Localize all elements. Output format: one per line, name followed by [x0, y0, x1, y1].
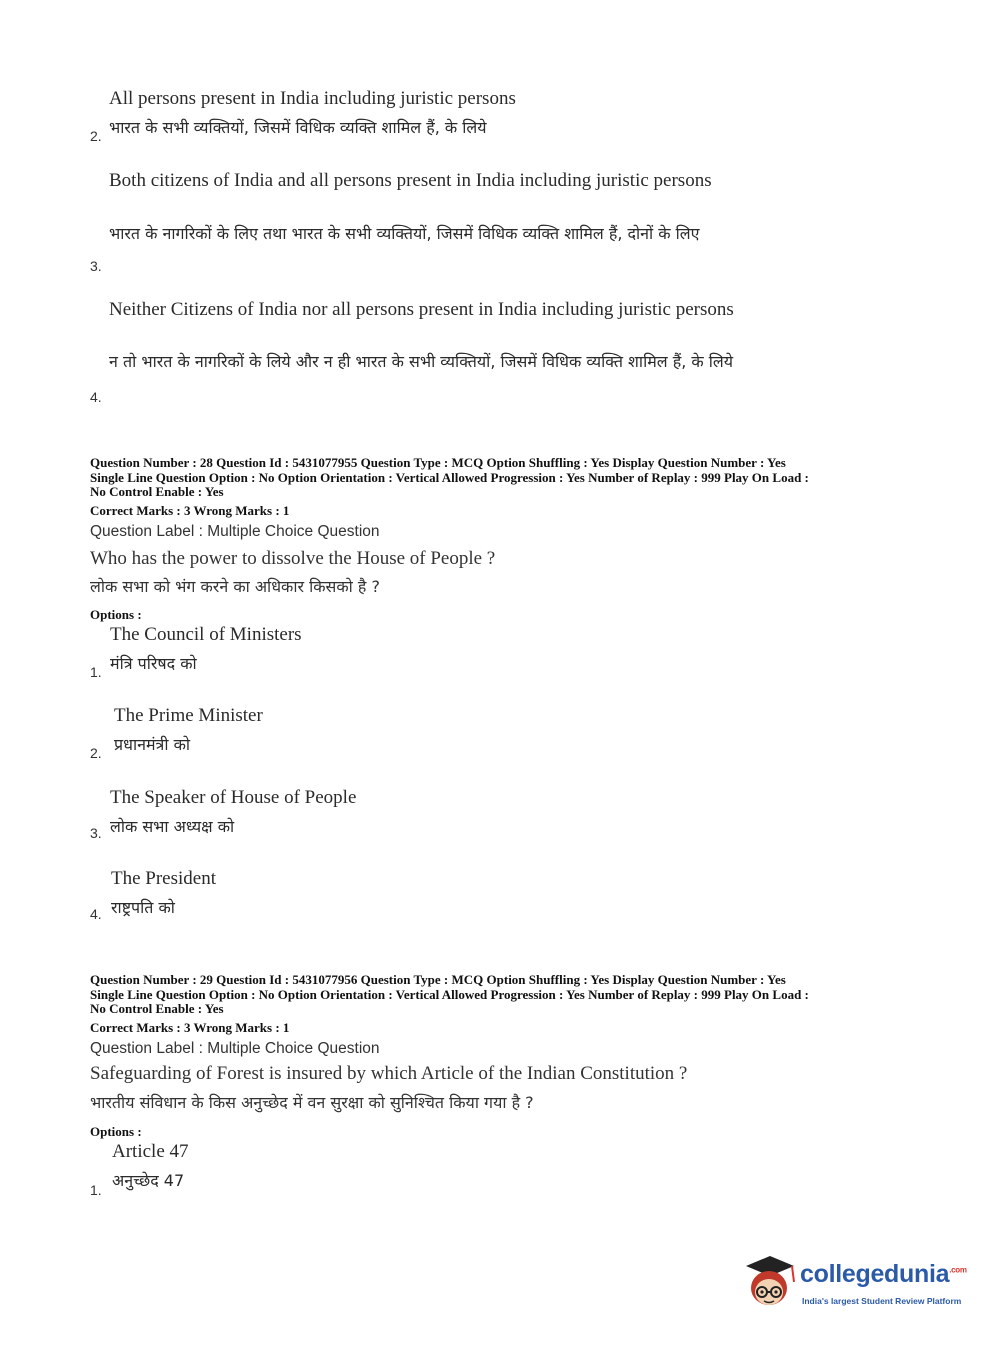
q29-option-1-english: Article 47 [112, 1141, 189, 1162]
q28-option-3-hindi: लोक सभा अध्यक्ष को [110, 817, 235, 836]
logo-suffix: .com [949, 1265, 967, 1275]
option-number: 2. [90, 128, 102, 144]
option-number: 4. [90, 389, 102, 405]
q28-option-1-hindi: मंत्रि परिषद को [110, 654, 197, 673]
q28-metadata [90, 456, 920, 500]
option-number: 1. [90, 664, 102, 680]
q28-marks: Correct Marks : 3 Wrong Marks : 1 [90, 503, 290, 518]
option-number: 3. [90, 825, 102, 841]
q28-meta-line: No Control Enable : Yes [90, 484, 224, 499]
option-number: 2. [90, 745, 102, 761]
q29-metadata [90, 973, 920, 1017]
q28-option-3-english: The Speaker of House of People [110, 787, 357, 808]
q28-option-2-english: The Prime Minister [114, 705, 263, 726]
q29-option-1-hindi: अनुच्छेद 47 [112, 1171, 185, 1190]
q29-label: Question Label : Multiple Choice Question [90, 1040, 380, 1057]
q28-label: Question Label : Multiple Choice Question [90, 523, 380, 540]
q28-option-2-hindi: प्रधानमंत्री को [114, 735, 191, 754]
q29-options-heading: Options : [90, 1124, 142, 1139]
q29-meta-line: Question Number : 29 Question Id : 5431077956 Question Type : MCQ Option Shuffling : Yes Display Question Number : Yes [90, 972, 786, 987]
collegedunia-logo[interactable] [740, 1252, 970, 1312]
option-number: 1. [90, 1182, 102, 1198]
option-3-english: Both citizens of India and all persons present in India including juristic persons [109, 170, 712, 191]
q28-meta-line: Question Number : 28 Question Id : 5431077955 Question Type : MCQ Option Shuffling : Yes Display Question Number : Yes [90, 455, 786, 470]
q29-question-english: Safeguarding of Forest is insured by which Article of the Indian Constitution ? [90, 1063, 688, 1084]
q28-question-hindi: लोक सभा को भंग करने का अधिकार किसको है ? [90, 577, 380, 596]
option-4-english: Neither Citizens of India nor all persons present in India including juristic persons [109, 299, 734, 320]
option-2-hindi: भारत के सभी व्यक्तियों, जिसमें विधिक व्यक्ति शामिल हैं, के लिये [109, 118, 487, 137]
q28-meta-line: Single Line Question Option : No Option Orientation : Vertical Allowed Progression : Yes Number of Replay : 999 Play On Load : [90, 469, 809, 485]
option-number: 4. [90, 906, 102, 922]
q28-option-4-hindi: राष्ट्रपति को [111, 898, 175, 917]
q28-option-4-english: The President [111, 868, 217, 889]
option-2-english: All persons present in India including juristic persons [109, 88, 516, 109]
logo-tagline: India's largest Student Review Platform [802, 1296, 962, 1306]
option-number: 3. [90, 258, 102, 274]
q29-question-hindi: भारतीय संविधान के किस अनुच्छेद में वन सुरक्षा को सुनिश्चित किया गया है ? [90, 1093, 534, 1112]
q29-meta-line: Single Line Question Option : No Option Orientation : Vertical Allowed Progression : Yes Number of Replay : 999 Play On Load : [90, 986, 809, 1002]
q28-question-english: Who has the power to dissolve the House of People ? [90, 548, 496, 569]
option-4-hindi: न तो भारत के नागरिकों के लिये और न ही भारत के सभी व्यक्तियों, जिसमें विधिक व्यक्ति शामिल हैं, के लिये [109, 352, 734, 371]
q28-options-heading: Options : [90, 607, 142, 622]
option-3-hindi: भारत के नागरिकों के लिए तथा भारत के सभी व्यक्तियों, जिसमें विधिक व्यक्ति शामिल हैं, दोनों के लिए [109, 224, 700, 243]
q29-marks: Correct Marks : 3 Wrong Marks : 1 [90, 1020, 290, 1035]
logo-brand: collegedunia [800, 1260, 950, 1288]
q28-option-1-english: The Council of Ministers [110, 624, 302, 645]
mascot-icon [740, 1252, 798, 1310]
q29-meta-line: No Control Enable : Yes [90, 1001, 224, 1016]
